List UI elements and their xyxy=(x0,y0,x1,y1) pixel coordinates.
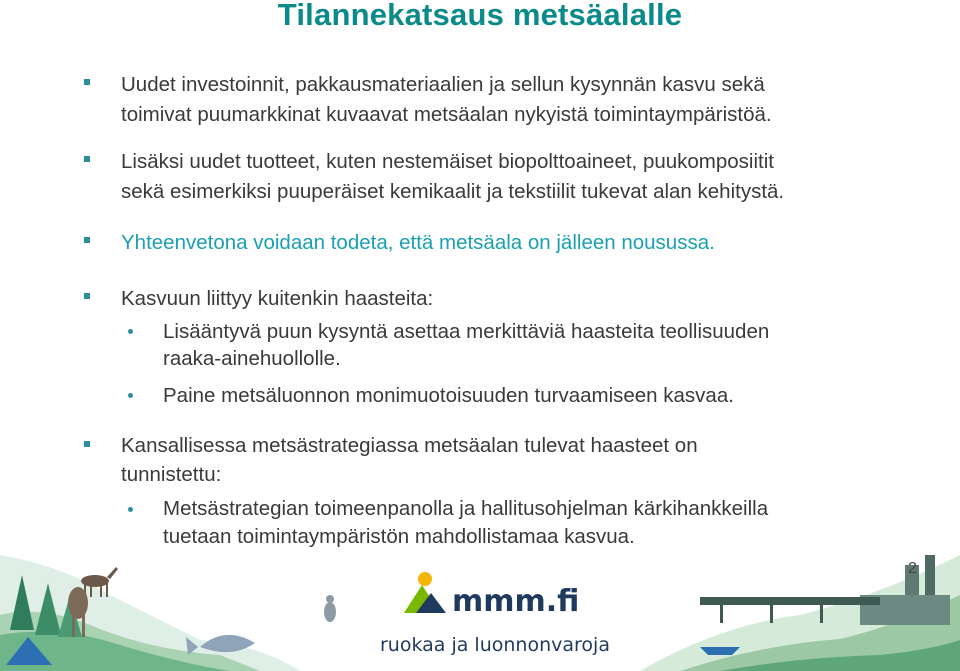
square-bullet-icon xyxy=(84,441,90,447)
round-bullet-icon xyxy=(128,329,133,334)
logo-main-text: mmm.fi xyxy=(452,584,580,619)
bullet-4-sub-1-line-1: Lisääntyvä puun kysyntä asettaa merkittäviä haasteita teollisuuden xyxy=(163,320,770,343)
bullet-4-line-1: Kasvuun liittyy kuitenkin haasteita: xyxy=(121,287,434,310)
bullet-5-line-2: tunnistettu: xyxy=(121,463,222,486)
mmm-logo xyxy=(404,572,446,613)
bullet-2-line-1: Lisäksi uudet tuotteet, kuten nestemäiset biopolttoaineet, puukomposiitit xyxy=(121,150,774,173)
left-nature-illustration xyxy=(0,555,336,671)
bullet-4-sub-2-line-1: Paine metsäluonnon monimuotoisuuden turvaamiseen kasvaa. xyxy=(163,384,734,407)
pier-icon xyxy=(700,597,880,605)
bullet-1-line-2: toimivat puumarkkinat kuvaavat metsäalan nykyistä toimintaympäristöä. xyxy=(121,103,772,126)
square-bullet-icon xyxy=(84,79,90,85)
square-bullet-icon xyxy=(84,156,90,162)
bullet-5-sub-1-line-2: tuetaan toimintaympäristön mahdollistamaa kasvua. xyxy=(163,525,635,548)
bird-icon xyxy=(324,595,336,622)
bullet-3-line-1: Yhteenvetona voidaan todeta, että metsäala on jälleen nousussa. xyxy=(121,231,715,254)
bullet-1-line-1: Uudet investoinnit, pakkausmateriaalien ja sellun kysynnän kasvu sekä xyxy=(121,73,765,96)
bullet-2-line-2: sekä esimerkiksi puuperäiset kemikaalit ja tekstiilit tukevat alan kehitystä. xyxy=(121,180,785,203)
bullet-5-line-1: Kansallisessa metsästrategiassa metsäalan tulevat haasteet on xyxy=(121,434,698,457)
page-number: 2 xyxy=(908,560,917,577)
square-bullet-icon xyxy=(84,237,90,243)
bullet-5-sub-1-line-1: Metsästrategian toimeenpanolla ja hallitusohjelman kärkihankkeilla xyxy=(163,497,769,520)
bullet-4-sub-1-line-2: raaka-ainehuollolle. xyxy=(163,347,341,370)
footer-illustration xyxy=(0,555,960,671)
square-bullet-icon xyxy=(84,293,90,299)
round-bullet-icon xyxy=(128,507,133,512)
round-bullet-icon xyxy=(128,393,133,398)
logo-tagline: ruokaa ja luonnonvaroja xyxy=(380,634,610,656)
slide-title: Tilannekatsaus metsäalalle xyxy=(277,0,683,32)
